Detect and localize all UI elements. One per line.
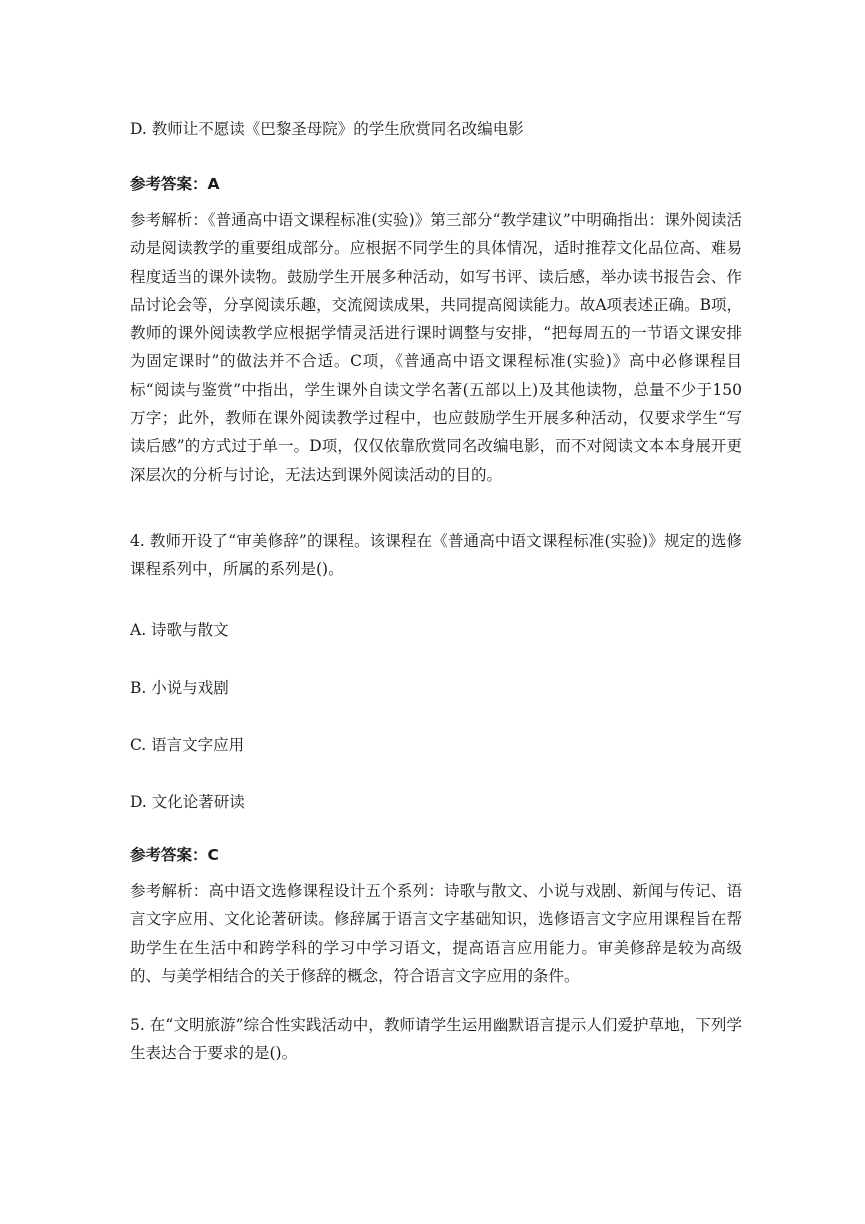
q4-analysis: 参考解析：高中语文选修课程设计五个系列：诗歌与散文、小说与戏剧、新闻与传记、语言文字应用、文化论著研读。修辞属于语言文字基础知识，选修语言文字应用课程旨在帮助学生在生活中和跨学科的学习中学习语文，提高语言应用能力。审美修辞是较为高级的、与美学相结合的关于修辞的概念，符合语言文字应用的条件。: [130, 882, 742, 985]
q4-answer: 参考答案：C: [130, 846, 219, 864]
q4-option-c: C. 语言文字应用: [130, 736, 245, 754]
q4-option-b: B. 小说与戏剧: [130, 679, 229, 697]
q4-option-d: D. 文化论著研读: [130, 793, 245, 811]
q3-analysis: 参考解析：《普通高中语文课程标准(实验)》第三部分“教学建议”中明确指出：课外阅读活动是阅读教学的重要组成部分。应根据不同学生的具体情况，适时推荐文化品位高、难易程度适当的课外读物。鼓励学生开展多种活动，如写书评、读后感，举办读书报告会、作品讨论会等，分享阅读乐趣，交流阅读成果，共同提高阅读能力。故A项表述正确。B项，教师的课外阅读教学应根据学情灵活进行课时调整与安排，“把每周五的一节语文课安排为固定课时”的做法并不合适。C项，《普通高中语文课程标准(实验)》高中必修课程目标“阅读与鉴赏”中指出，学生课外自读文学名著(五部以上)及其他读物，总量不少于150万字；此外，教师在课外阅读教学过程中，也应鼓励学生开展多种活动，仅要求学生“写读后感”的方式过于单一。D项，仅仅依靠欣赏同名改编电影，而不对阅读文本本身展开更深层次的分析与讨论，无法达到课外阅读活动的目的。: [130, 211, 742, 484]
q3-answer: 参考答案：A: [130, 175, 220, 193]
q5-stem: 5. 在“文明旅游”综合性实践活动中，教师请学生运用幽默语言提示人们爱护草地，下列学生表达合于要求的是()。: [130, 1016, 742, 1063]
q3-option-d: D. 教师让不愿读《巴黎圣母院》的学生欣赏同名改编电影: [130, 120, 524, 138]
q4-stem: 4. 教师开设了“审美修辞”的课程。该课程在《普通高中语文课程标准(实验)》规定的选修课程系列中，所属的系列是()。: [130, 532, 742, 579]
q4-option-a: A. 诗歌与散文: [130, 621, 229, 639]
